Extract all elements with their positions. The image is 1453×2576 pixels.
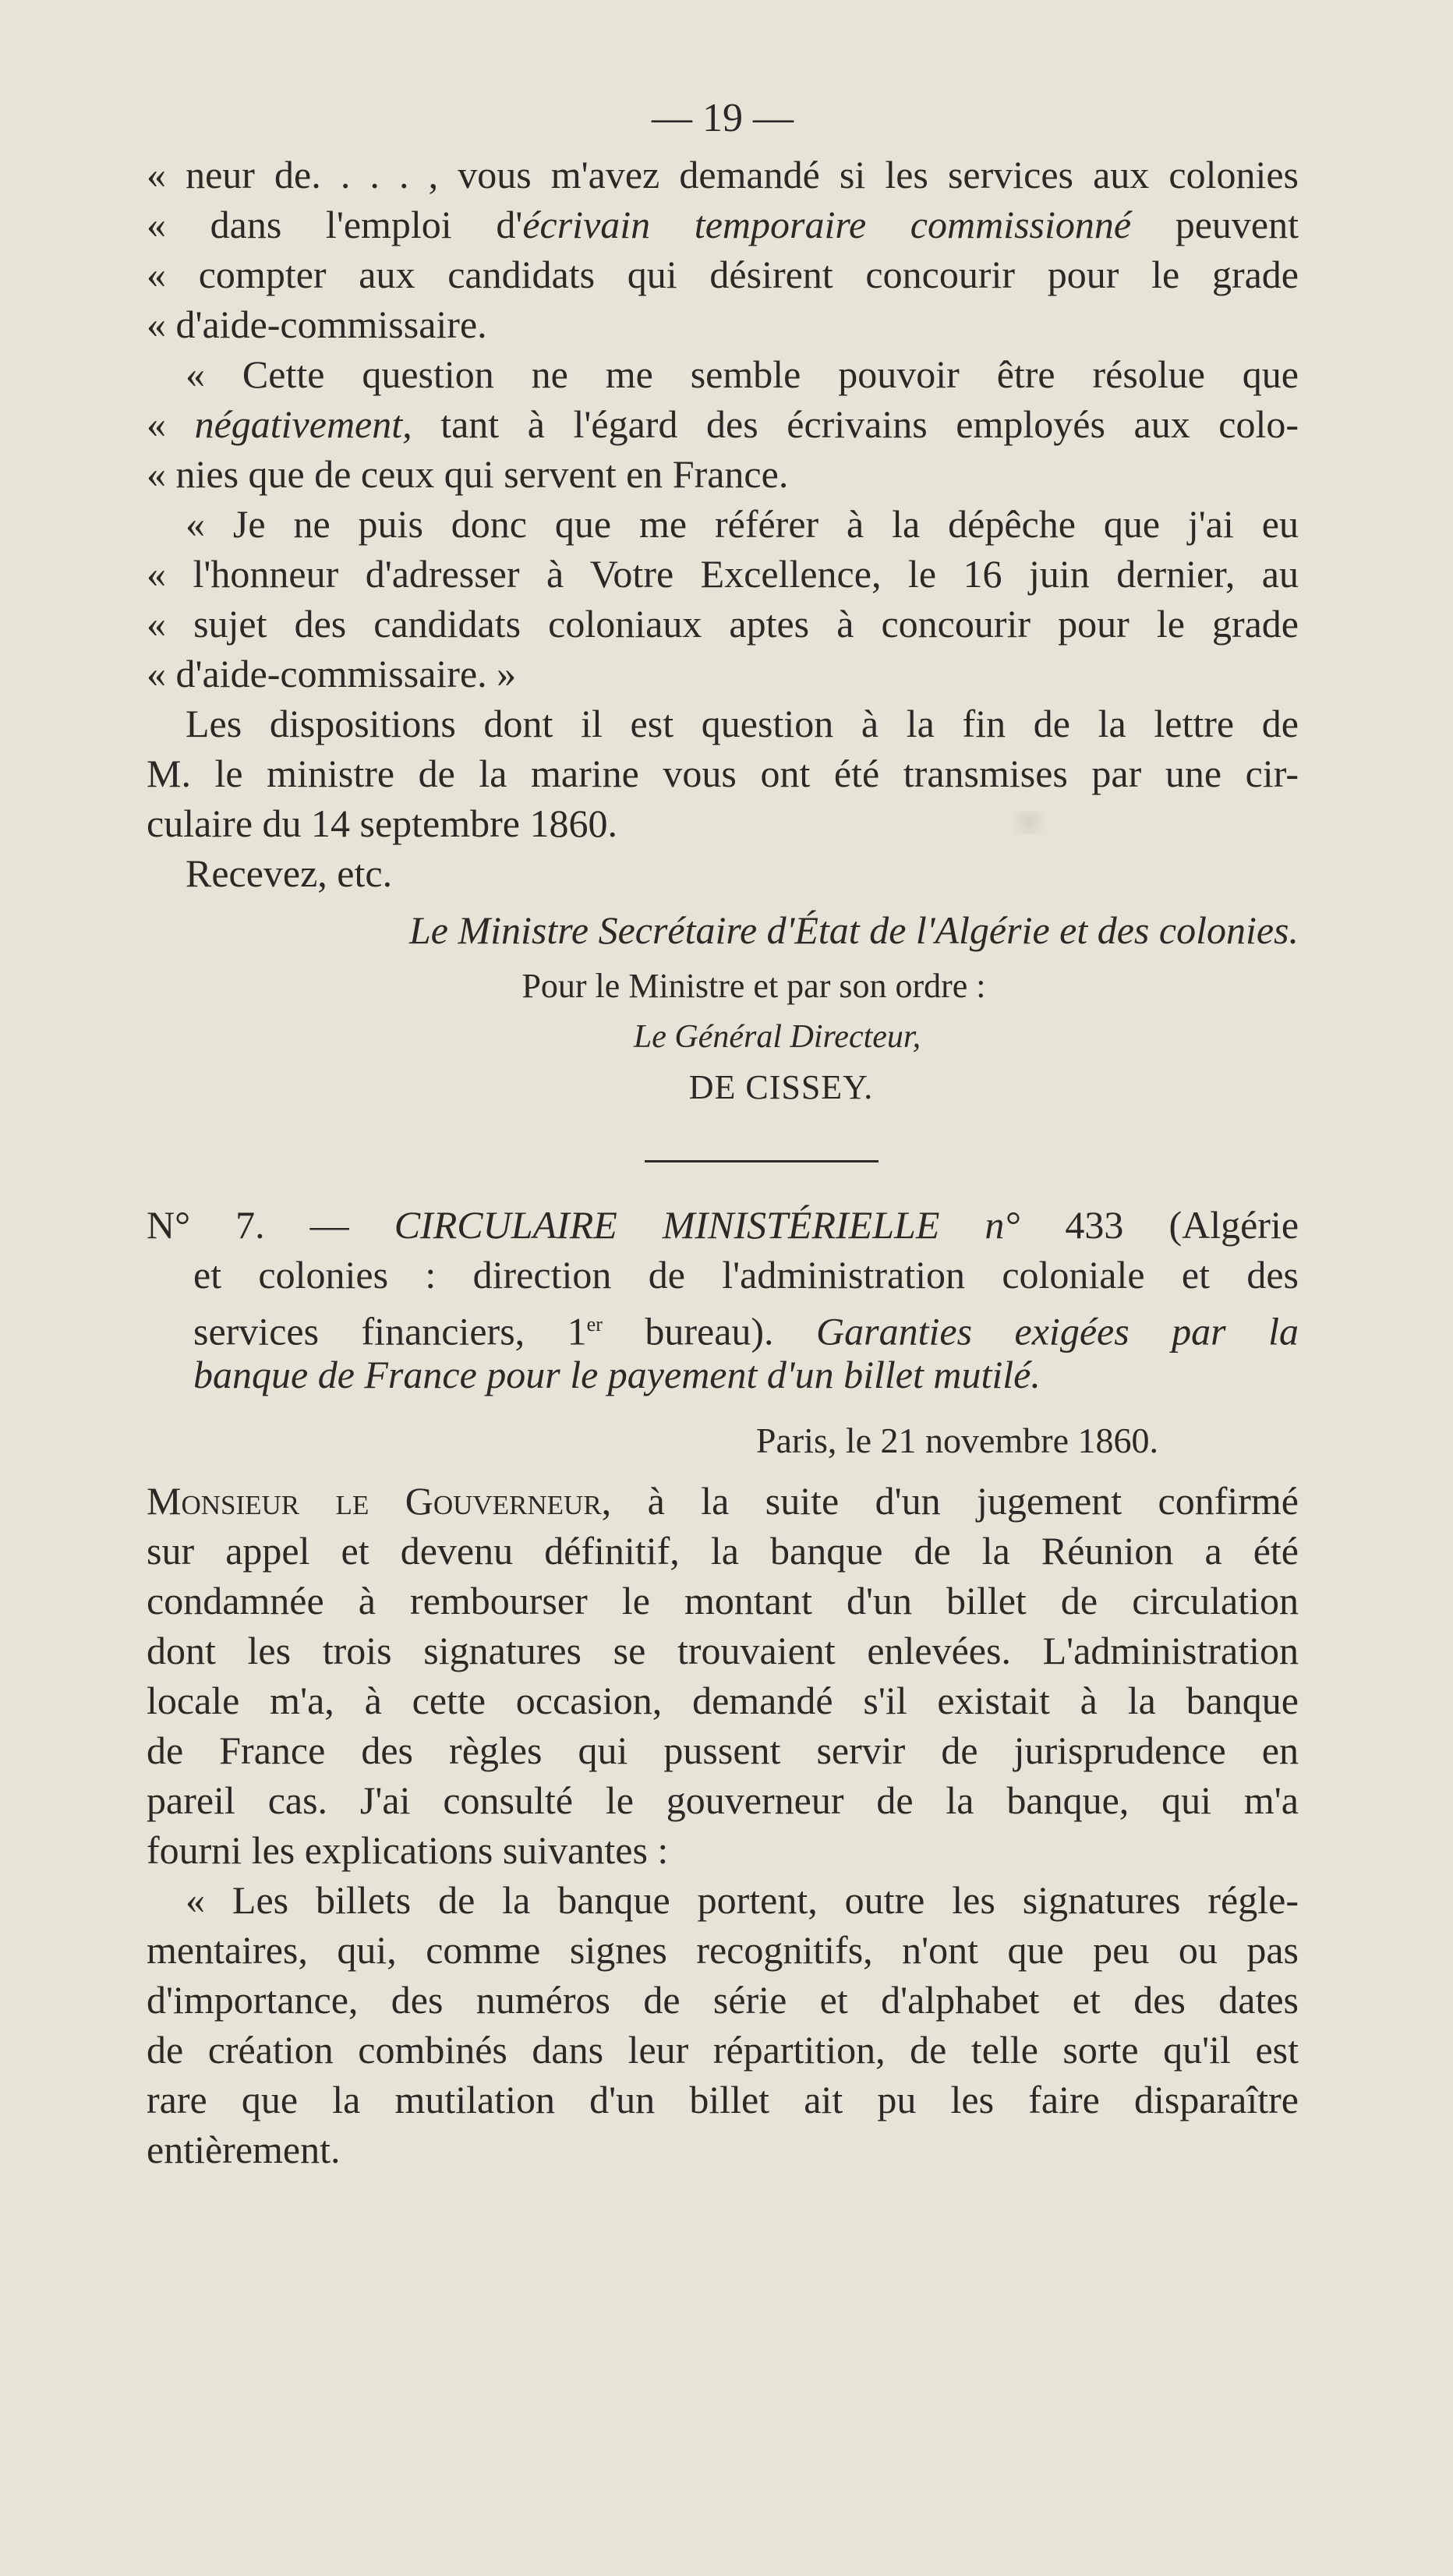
circular-subject-a: Garanties exigées par la: [816, 1309, 1299, 1353]
body-line-7: pareil cas. J'ai consulté le gouverneur de la banque, qui m'a: [147, 1778, 1299, 1822]
signature-order: Pour le Ministre et par son ordre :: [521, 967, 986, 1005]
circular-number: N° 7. —: [147, 1203, 349, 1247]
signature-name: DE CISSEY.: [688, 1068, 874, 1106]
letter-line-1: « neur de. . . . , vous m'avez demandé si les services aux colonies: [147, 153, 1299, 196]
body-line-11: d'importance, des numéros de série et d'alphabet et des dates: [147, 1978, 1299, 2022]
circular-dept: services financiers, 1: [193, 1309, 587, 1353]
letter-line-14: culaire du 14 septembre 1860.: [147, 801, 617, 845]
letter-line-6: « négativement, tant à l'égard des écrivains employés aux colo-: [147, 402, 1299, 446]
signature-block: [147, 900, 1299, 1113]
letter-line-12: Les dispositions dont il est question à la fin de la lettre de: [186, 702, 1299, 745]
letter-date: Paris, le 21 novembre 1860.: [755, 1421, 1158, 1460]
letter-line-5: « Cette question ne me semble pouvoir être résolue que: [186, 352, 1299, 396]
letter-line-3: « compter aux candidats qui désirent concourir pour le grade: [147, 253, 1299, 296]
page-content: [147, 94, 1299, 2174]
circular-ref: 433 (Algérie: [1065, 1203, 1299, 1247]
letter-line-10: « sujet des candidats coloniaux aptes à concourir pour le grade: [147, 602, 1299, 646]
section-divider: [645, 1160, 879, 1162]
circular-bureau: bureau).: [645, 1309, 774, 1353]
letter-line-9: « l'honneur d'adresser à Votre Excellence, le 16 juin dernier, au: [147, 552, 1299, 596]
body-line-5: locale m'a, à cette occasion, demandé s'il existait à la banque: [147, 1679, 1299, 1722]
body-line-8: fourni les explications suivantes :: [147, 1828, 669, 1872]
circular-title: CIRCULAIRE MINISTÉRIELLE n°: [394, 1203, 1020, 1247]
body-line-3: condamnée à rembourser le montant d'un billet de circulation: [147, 1579, 1299, 1622]
circular-heading: [147, 1200, 1299, 1399]
circular-heading-line-2: et colonies : direction de l'administration coloniale et des: [193, 1253, 1299, 1297]
letter-line-15: Recevez, etc.: [186, 851, 393, 895]
body-line-4: dont les trois signatures se trouvaient enlevées. L'administration: [147, 1629, 1299, 1672]
page-number: — 19 —: [652, 96, 794, 140]
letter-line-8: « Je ne puis donc que me référer à la dépêche que j'ai eu: [186, 502, 1299, 546]
body-line-9: « Les billets de la banque portent, outre les signatures régle-: [186, 1878, 1299, 1922]
letter-line-11: « d'aide-commissaire. »: [147, 652, 517, 695]
letter-continuation: [147, 150, 1299, 898]
letter-line-7: « nies que de ceux qui servent en France.: [147, 452, 789, 496]
circular-subject-b: banque de France pour le payement d'un billet mutilé.: [193, 1353, 1041, 1396]
signature-title: Le Ministre Secrétaire d'État de l'Algérie et des colonies.: [408, 908, 1299, 952]
italic-phrase: écrivain temporaire commissionné: [522, 203, 1132, 246]
signature-role: Le Général Directeur,: [633, 1019, 921, 1055]
body-line-14: entièrement.: [147, 2128, 341, 2171]
circular-heading-line-3: [147, 1300, 1299, 1353]
body-line-13: rare que la mutilation d'un billet ait pu les faire disparaître: [147, 2078, 1299, 2121]
body-line-12: de création combinés dans leur répartition, de telle sorte qu'il est: [147, 2028, 1299, 2072]
circular-body: [147, 1476, 1299, 2174]
body-line-2: sur appel et devenu définitif, la banque de la Réunion a été: [147, 1529, 1299, 1573]
circular-heading-line-1: [147, 1200, 1299, 1250]
ordinal-sup: er: [586, 1313, 603, 1336]
letter-line-2: « dans l'emploi d'écrivain temporaire commissionné peuvent: [147, 203, 1299, 246]
body-line-1-text: à la suite d'un jugement confirmé: [611, 1479, 1299, 1523]
body-line-10: mentaires, qui, comme signes recognitifs, n'ont que peu ou pas: [147, 1928, 1299, 1972]
letter-line-13: M. le ministre de la marine vous ont été transmises par une cir-: [147, 752, 1299, 795]
body-line-6: de France des règles qui pussent servir de jurisprudence en: [147, 1729, 1299, 1772]
salutation: Monsieur le Gouverneur,: [147, 1479, 612, 1523]
letter-line-4: « d'aide-commissaire.: [147, 303, 487, 346]
body-line-1: [147, 1476, 1299, 1526]
italic-word: négativement,: [194, 402, 412, 446]
